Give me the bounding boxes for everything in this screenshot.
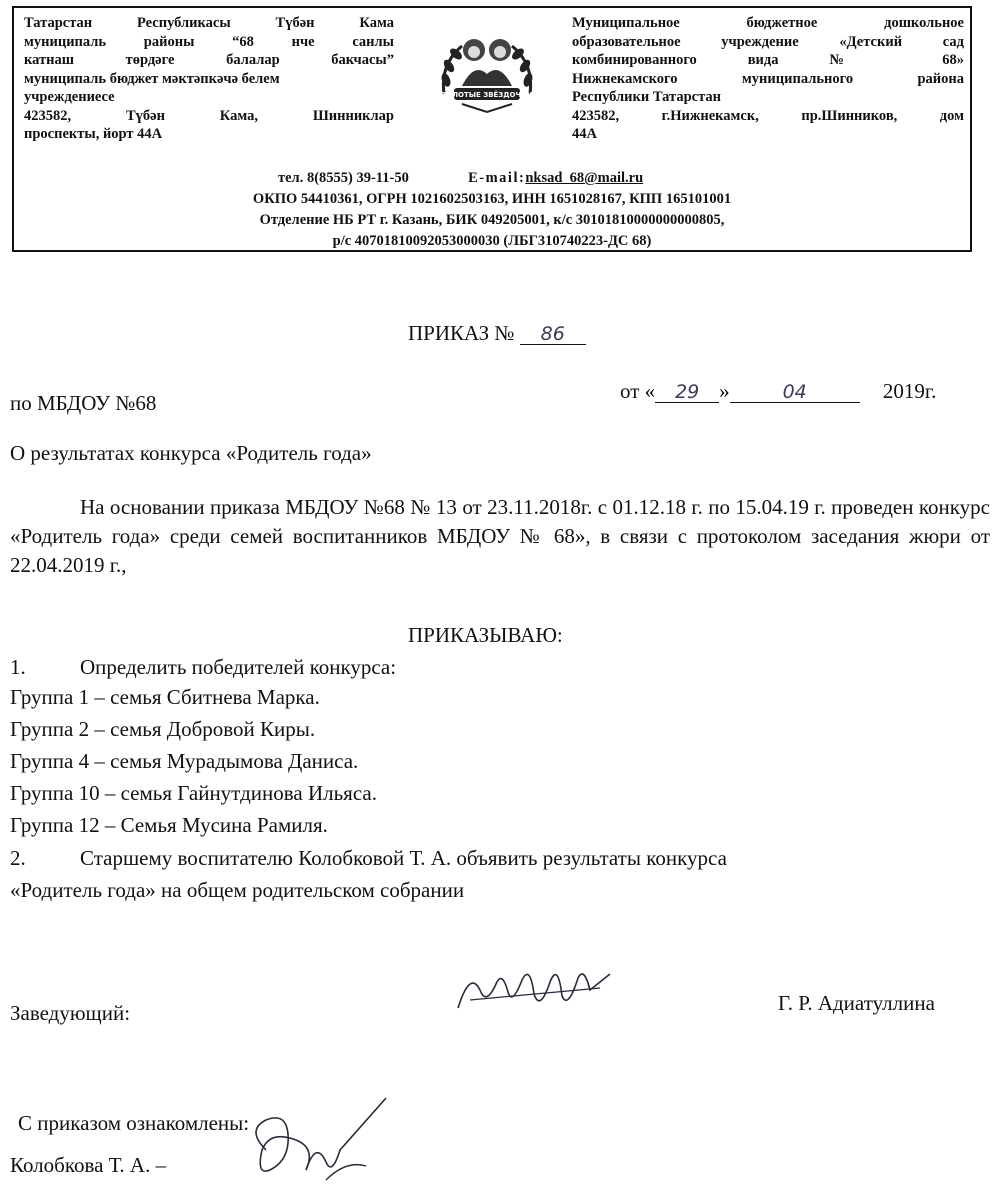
letterhead-left-line: 423582, Түбән Кама, Шинниклар: [24, 107, 394, 124]
date-month: 04: [782, 381, 807, 403]
winner-line: Группа 4 – семья Мурадымова Даниса.: [10, 749, 359, 773]
order-org: по МБДОУ №68: [10, 391, 157, 415]
head-signature: [450, 960, 620, 1020]
order-subject: О результатах конкурса «Родитель года»: [10, 441, 372, 465]
item-1-number: 1.: [10, 655, 26, 679]
letterhead-left-line: катнаш төрдәге балалар бакчасы”: [24, 52, 394, 68]
letterhead-right-line: Нижнекамского муниципального района: [572, 70, 964, 87]
email-label: E-mail:: [468, 170, 526, 186]
order-body: [10, 493, 990, 580]
order-body-text: На основании приказа МБДОУ №68 № 13 от 23.11.2018г. с 01.12.18 г. по 15.04.19 г. проведен конкурс «Родитель года» среди семей воспитанников МБДОУ № 68», в связи с протоколом заседания жюри от 22.04.2019 г.,: [10, 495, 990, 577]
email-link[interactable]: nksad_68@mail.ru: [525, 170, 644, 186]
kindergarten-logo: [432, 24, 542, 116]
item-1-text: Определить победителей конкурса:: [80, 655, 397, 679]
decree-heading: ПРИКАЗЫВАЮ:: [408, 623, 563, 647]
order-title-text: ПРИКАЗ №: [408, 321, 515, 345]
letterhead-russian-text: [572, 14, 964, 144]
date-prefix: от «: [620, 379, 656, 403]
letterhead-right-line: Республики Татарстан: [572, 89, 721, 105]
order-number: 86: [540, 323, 565, 345]
contact-line: [278, 168, 798, 189]
letterhead-right-line: комбинированного вида № 68»: [572, 52, 964, 68]
ack-label: С приказом ознакомлены:: [18, 1111, 250, 1135]
item-2-text: Старшему воспитателю Колобковой Т. А. объявить результаты конкурса: [80, 846, 727, 870]
letterhead-tatar-text: [24, 14, 394, 144]
winner-line: Группа 1 – семья Сбитнева Марка.: [10, 685, 320, 709]
account-line: р/с 40701810092053000030 (ЛБГ310740223-ДС 68): [332, 233, 652, 249]
logo-caption: ЗОЛОТЫЕ ЗВЁЗДОЧКИ: [441, 91, 533, 99]
item-2-number: 2.: [10, 846, 26, 870]
order-number-field: [520, 320, 586, 345]
head-label: Заведующий:: [10, 1001, 131, 1025]
bank-line: Отделение НБ РТ г. Казань, БИК 049205001, к/с 30101810000000000805,: [259, 212, 725, 228]
letterhead-left-line: учреждениесе: [24, 89, 115, 105]
order-title: [408, 320, 586, 346]
date-month-field: [730, 378, 860, 403]
codes-line: ОКПО 54410361, ОГРН 1021602503163, ИНН 1651028167, КПП 165101001: [252, 191, 732, 207]
date-day-field: [655, 378, 719, 403]
letterhead-left-line: проспекты, йорт 44А: [24, 126, 163, 142]
date-day: 29: [675, 381, 700, 403]
order-date: [620, 378, 936, 404]
date-mid: »: [719, 379, 730, 403]
ack-signature: [236, 1090, 396, 1190]
letterhead: [12, 6, 972, 252]
winner-line: Группа 12 – Семья Мусина Рамиля.: [10, 813, 328, 837]
letterhead-left-line: муниципаль бюджет мәктәпкәчә белем: [24, 70, 280, 87]
head-name: Г. Р. Адиатуллина: [778, 991, 935, 1015]
letterhead-right-line: Муниципальное бюджетное дошкольное: [572, 15, 964, 31]
letterhead-right-line: 423582, г.Нижнекамск, пр.Шинников, дом: [572, 107, 964, 124]
item-2-continuation: «Родитель года» на общем родительском собрании: [10, 878, 465, 902]
winner-line: Группа 2 – семья Добровой Киры.: [10, 717, 316, 741]
winner-line: Группа 10 – семья Гайнутдинова Ильяса.: [10, 781, 377, 805]
letterhead-right-line: образовательное учреждение «Детский сад: [572, 33, 964, 50]
ack-name: Колобкова Т. А. –: [10, 1153, 167, 1177]
letterhead-left-line: муниципаль районы “68 нче санлы: [24, 33, 394, 50]
phone: тел. 8(8555) 39-11-50: [278, 170, 409, 186]
letterhead-right-line: 44А: [572, 126, 597, 142]
date-year: 2019г.: [882, 379, 937, 403]
letterhead-left-line: Татарстан Республикасы Түбән Кама: [24, 15, 394, 31]
